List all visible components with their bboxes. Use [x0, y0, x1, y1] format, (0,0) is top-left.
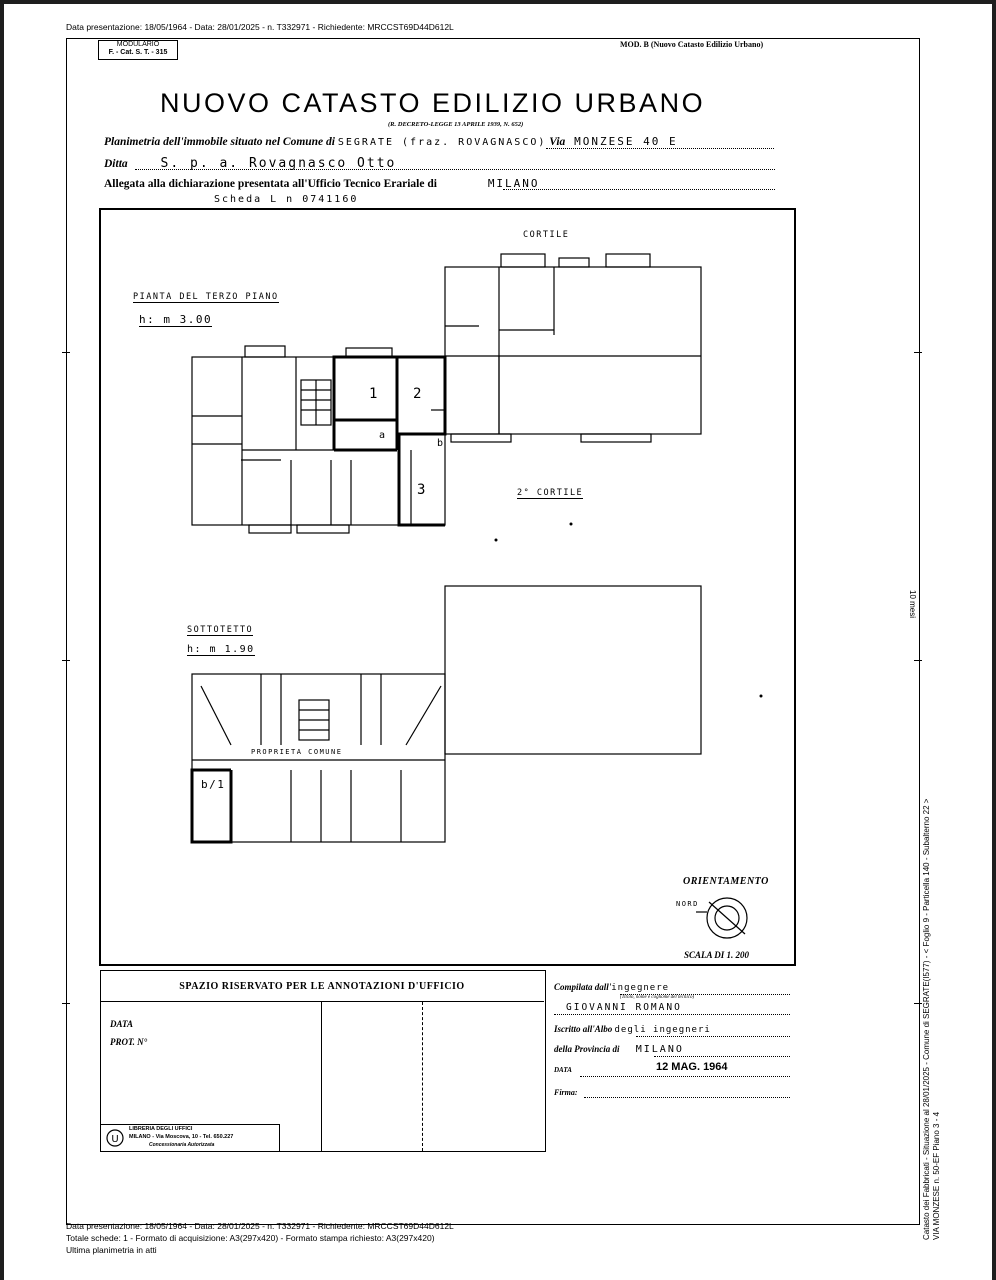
margin-tick	[914, 352, 922, 353]
date-label: DATA	[554, 1066, 572, 1074]
decree-ref: (R. DECRETO-LEGGE 13 APRILE 1939, N. 652)	[388, 121, 524, 128]
side-code: 10 mesi	[908, 590, 917, 619]
allegata-value: MILANO	[487, 177, 540, 190]
allegata-label: Allegata alla dichiarazione presentata all'Ufficio Tecnico Erariale di	[104, 178, 437, 190]
proprieta-comune-label: PROPRIETA COMUNE	[251, 748, 343, 756]
side-cadastre-text	[922, 799, 942, 1240]
dotted-line	[554, 1014, 790, 1015]
office-divider-dashed	[422, 1002, 423, 1151]
side-line1: Catasto dei Fabbricati - Situazione al 28/01/2025 - Comune di SEGRATE(I577) - < Foglio 9 - Particella 140 - Subalterno 22 >	[922, 798, 931, 1240]
margin-tick	[914, 660, 922, 661]
office-prot-label: PROT. N°	[110, 1037, 148, 1047]
compilata-role: ingegnere	[611, 983, 670, 993]
orientamento-label: ORIENTAMENTO	[683, 876, 769, 887]
scheda-value: Scheda L n 0741160	[214, 194, 359, 205]
libreria-line3: Concessionaria Autorizzata	[149, 1142, 215, 1148]
modulario-line2: F. - Cat. S. T. - 315	[108, 49, 168, 56]
cantina-number-label: b/1	[201, 778, 226, 791]
dotted-line	[546, 148, 774, 149]
scala-label: SCALA DI 1. 200	[684, 950, 750, 960]
h-terzo-label: h: m 3.00	[139, 313, 213, 326]
date-value: 12 MAG. 1964	[656, 1061, 728, 1073]
compilata-text: Compilata dall'	[554, 982, 612, 992]
provincia-label: della Provincia di	[554, 1044, 620, 1054]
modulario-box	[98, 40, 178, 60]
margin-tick	[62, 1003, 70, 1004]
via-value: MONZESE 40 E	[574, 135, 678, 148]
iscritto-label: Iscritto all'Albo	[554, 1024, 613, 1034]
planimetria-row	[104, 135, 678, 148]
scan-right-edge	[992, 0, 996, 1280]
libreria-line2: MILANO - Via Moscova, 10 - Tel. 650.227	[129, 1134, 234, 1140]
room-2-label: 2	[413, 386, 423, 402]
mod-b-label: MOD. B (Nuovo Catasto Edilizio Urbano)	[620, 40, 764, 49]
footer-line3: Ultima planimetria in atti	[66, 1245, 157, 1255]
margin-tick	[914, 1003, 922, 1004]
margin-tick	[62, 352, 70, 353]
pianta-terzo-label: PIANTA DEL TERZO PIANO	[133, 292, 279, 302]
footer-line2: Totale schede: 1 - Formato di acquisizione: A3(297x420) - Formato stampa richiesto: A3(297x420)	[66, 1233, 435, 1243]
nord-label: NORD	[676, 900, 699, 908]
margin-tick	[62, 660, 70, 661]
dotted-line	[503, 189, 775, 190]
scan-top-edge	[0, 0, 996, 4]
dotted-line	[654, 1056, 790, 1057]
svg-text:U: U	[111, 1134, 119, 1145]
office-divider	[321, 1002, 322, 1151]
compilata-label	[554, 982, 669, 993]
side-line2: VIA MONZESE n. 50-EF Piano 3 - 4	[932, 1111, 941, 1240]
libreria-line1: LIBRERIA DEGLI UFFICI	[129, 1126, 193, 1132]
comune-value: SEGRATE (fraz. ROVAGNASCO)	[337, 137, 547, 148]
cortile-label: CORTILE	[523, 230, 570, 240]
plan-wall	[445, 267, 701, 434]
planimetria-label: Planimetria dell'immobile situato nel Comune di	[104, 136, 335, 148]
allegata-row	[104, 177, 540, 190]
compilata-name: GIOVANNI ROMANO	[566, 1002, 682, 1013]
iscritto-value: degli ingegneri	[614, 1025, 711, 1035]
provincia-value: MILANO	[635, 1044, 684, 1055]
room-1-label: 1	[369, 386, 379, 402]
dotted-line	[636, 1036, 790, 1037]
ditta-label: Ditta	[104, 158, 128, 170]
libreria-logo-icon	[105, 1128, 125, 1148]
floor-plan-area	[99, 208, 796, 966]
dotted-line	[580, 1076, 790, 1077]
ditta-value: S. p. a. Rovagnasco Otto	[160, 156, 397, 171]
page-title: NUOVO CATASTO EDILIZIO URBANO	[160, 88, 706, 118]
secondo-cortile-label: 2° CORTILE	[517, 488, 584, 498]
scan-left-edge	[0, 0, 4, 1280]
footer-line1: Data presentazione: 18/05/1964 - Data: 28/01/2025 - n. T332971 - Richiedente: MRCCST69D44D612L	[66, 1221, 454, 1231]
h-sotto-label: h: m 1.90	[187, 644, 255, 655]
scheda-row	[214, 193, 358, 205]
provincia-row	[554, 1044, 684, 1055]
dotted-line	[584, 1097, 790, 1098]
dotted-line	[135, 169, 775, 170]
libreria-stamp	[100, 1124, 280, 1152]
compilata-hint: (Titolo, nome e cognome del tecnico)	[620, 995, 695, 1000]
unit-b-label: b	[437, 438, 445, 449]
iscritto-row	[554, 1024, 711, 1035]
via-label: Via	[549, 136, 566, 148]
room-3-label: 3	[417, 482, 427, 498]
modulario-line1: MODULARIO	[116, 41, 160, 48]
unit-a-label: a	[379, 430, 387, 441]
firma-label: Firma:	[554, 1088, 578, 1097]
office-data-label: DATA	[110, 1019, 134, 1029]
sottotetto-label: SOTTOTETTO	[187, 625, 254, 635]
office-head: SPAZIO RISERVATO PER LE ANNOTAZIONI D'UFFICIO	[100, 970, 544, 1002]
header-meta: Data presentazione: 18/05/1964 - Data: 28/01/2025 - n. T332971 - Richiedente: MRCCST69D44D612L	[66, 22, 454, 32]
